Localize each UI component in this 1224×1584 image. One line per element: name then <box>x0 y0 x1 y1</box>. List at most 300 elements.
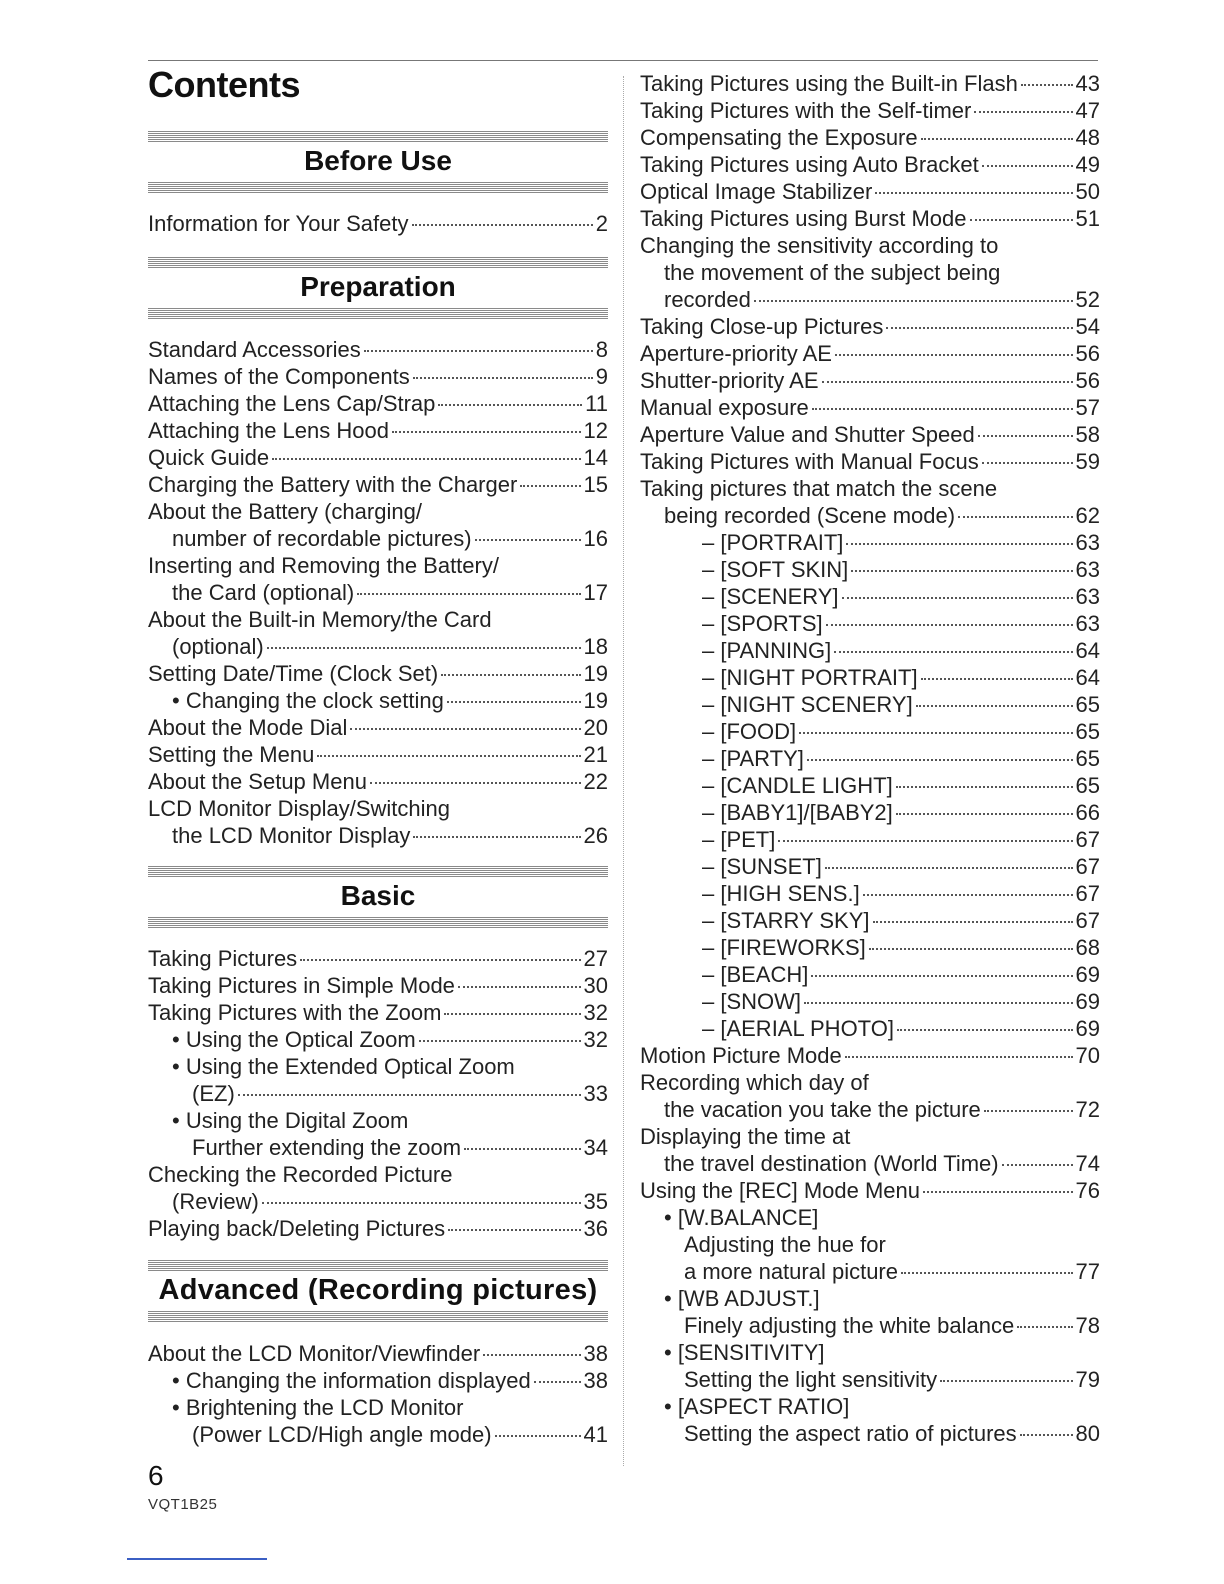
toc-entry-title: Aperture-priority AE <box>640 341 832 366</box>
toc-page-number: 63 <box>1075 530 1100 555</box>
leader-dots <box>350 728 580 730</box>
toc-page-number: 54 <box>1075 314 1100 339</box>
leader-dots <box>448 1229 580 1231</box>
toc-list-advanced <box>148 1340 608 1448</box>
toc-entry-title: the vacation you take the picture <box>664 1097 981 1122</box>
toc-entry-title: Motion Picture Mode <box>640 1043 842 1068</box>
toc-page-number: 12 <box>583 418 608 443</box>
toc-entry[interactable] <box>148 390 608 417</box>
leader-dots <box>392 431 581 433</box>
page-title: Contents <box>148 64 300 105</box>
section-header-advanced <box>148 1260 608 1322</box>
toc-entry[interactable] <box>640 1015 1100 1042</box>
toc-entry-title: Taking Pictures <box>148 946 298 971</box>
toc-entry[interactable] <box>640 1042 1100 1069</box>
toc-entry[interactable] <box>640 637 1100 664</box>
toc-page-number: 15 <box>583 472 608 497</box>
toc-entry-title: Taking Pictures using Auto Bracket <box>640 152 979 177</box>
leader-dots <box>970 219 1073 221</box>
leader-dots <box>940 1380 1072 1382</box>
toc-page-number: 69 <box>1075 1016 1100 1041</box>
toc-page-number: 14 <box>583 445 608 470</box>
section-header-before-use <box>148 131 608 193</box>
toc-entry-title: – [CANDLE LIGHT] <box>702 773 893 798</box>
leader-dots <box>1021 84 1073 86</box>
toc-entry-line[interactable]: Changing the sensitivity according to <box>640 233 999 258</box>
toc-page-number: 62 <box>1075 503 1100 528</box>
toc-entry-line[interactable]: • [SENSITIVITY] <box>664 1340 825 1365</box>
toc-entry[interactable] <box>148 660 608 687</box>
toc-page-number: 49 <box>1075 152 1100 177</box>
leader-dots <box>873 921 1073 923</box>
toc-entry-title: Taking Pictures with the Self-timer <box>640 98 972 123</box>
toc-entry-title: – [AERIAL PHOTO] <box>702 1016 894 1041</box>
toc-entry-title: About the LCD Monitor/Viewfinder <box>148 1341 481 1366</box>
toc-page-number: 20 <box>583 715 608 740</box>
toc-entry[interactable] <box>148 444 608 471</box>
toc-entry-title: About the Mode Dial <box>148 715 348 740</box>
toc-entry[interactable] <box>148 417 608 444</box>
toc-page-number: 74 <box>1075 1151 1100 1176</box>
toc-page-number: 36 <box>583 1216 608 1241</box>
toc-entry-title: – [SNOW] <box>702 989 802 1014</box>
toc-entry[interactable] <box>148 1026 608 1053</box>
toc-entry[interactable] <box>640 178 1100 205</box>
right-column <box>640 70 1100 1447</box>
toc-entry[interactable] <box>148 633 608 660</box>
toc-page-number: 38 <box>583 1368 608 1393</box>
toc-entry[interactable] <box>148 822 608 849</box>
toc-entry[interactable] <box>640 502 1100 529</box>
toc-entry[interactable] <box>148 336 608 363</box>
leader-dots <box>799 732 1072 734</box>
leader-dots <box>916 705 1073 707</box>
toc-page-number: 17 <box>583 580 608 605</box>
toc-entry-title: – [HIGH SENS.] <box>702 881 860 906</box>
column-divider <box>623 76 624 1466</box>
toc-page-number: 47 <box>1075 98 1100 123</box>
toc-page-number: 66 <box>1075 800 1100 825</box>
toc-entry-title: Manual exposure <box>640 395 809 420</box>
toc-page-number: 35 <box>583 1189 608 1214</box>
toc-page-number: 2 <box>595 211 608 236</box>
toc-entry[interactable] <box>640 286 1100 313</box>
hatch-bar <box>148 917 608 928</box>
toc-entry-line[interactable]: Taking pictures that match the scene <box>640 476 998 501</box>
leader-dots <box>441 674 580 676</box>
toc-entry-title: – [BABY1]/[BABY2] <box>702 800 893 825</box>
toc-entry-line[interactable]: • [ASPECT RATIO] <box>664 1394 850 1419</box>
leader-dots <box>364 350 593 352</box>
toc-page-number: 34 <box>583 1135 608 1160</box>
toc-entry-title: Names of the Components <box>148 364 410 389</box>
toc-list-before-use <box>148 210 608 237</box>
toc-entry-title: Taking Pictures using the Built-in Flash <box>640 71 1018 96</box>
toc-entry-title: – [NIGHT PORTRAIT] <box>702 665 918 690</box>
toc-entry[interactable] <box>640 394 1100 421</box>
leader-dots <box>869 948 1073 950</box>
toc-page-number: 72 <box>1075 1097 1100 1122</box>
toc-entry[interactable] <box>640 421 1100 448</box>
hatch-bar <box>148 1311 608 1322</box>
toc-page-number: 50 <box>1075 179 1100 204</box>
toc-entry-line[interactable]: LCD Monitor Display/Switching <box>148 796 450 821</box>
toc-page-number: 48 <box>1075 125 1100 150</box>
toc-entry[interactable] <box>640 529 1100 556</box>
leader-dots <box>896 813 1073 815</box>
toc-page-number: 69 <box>1075 962 1100 987</box>
section-header-basic <box>148 866 608 928</box>
leader-dots <box>475 539 581 541</box>
toc-entry-line[interactable]: Inserting and Removing the Battery/ <box>148 553 499 578</box>
leader-dots <box>896 786 1073 788</box>
toc-page-number: 64 <box>1075 665 1100 690</box>
toc-entry[interactable] <box>148 714 608 741</box>
toc-entry-title: • Changing the clock setting <box>172 688 444 713</box>
toc-entry[interactable] <box>148 1340 608 1367</box>
hatch-bar <box>148 182 608 193</box>
toc-entry-title: (EZ) <box>192 1081 235 1106</box>
toc-page-number: 56 <box>1075 341 1100 366</box>
toc-entry-line[interactable]: • Using the Extended Optical Zoom <box>172 1054 515 1079</box>
hatch-bar <box>148 1260 608 1271</box>
toc-entry-line[interactable]: Recording which day of <box>640 1070 869 1095</box>
leader-dots <box>901 1272 1073 1274</box>
leader-dots <box>958 516 1072 518</box>
toc-page-number: 68 <box>1075 935 1100 960</box>
leader-dots <box>974 111 1072 113</box>
leader-dots <box>357 593 580 595</box>
toc-page-number: 70 <box>1075 1043 1100 1068</box>
toc-page-number: 33 <box>583 1081 608 1106</box>
toc-entry[interactable] <box>148 741 608 768</box>
footer-rule <box>127 1558 267 1560</box>
leader-dots <box>982 462 1073 464</box>
toc-entry-title: Standard Accessories <box>148 337 361 362</box>
toc-entry-title: – [FIREWORKS] <box>702 935 866 960</box>
toc-entry-title: – [PORTRAIT] <box>702 530 844 555</box>
toc-entry-title: Taking Pictures using Burst Mode <box>640 206 967 231</box>
section-title: Advanced (Recording pictures) <box>158 1274 598 1306</box>
toc-entry-title: Information for Your Safety <box>148 211 409 236</box>
leader-dots <box>825 867 1073 869</box>
toc-page-number: 16 <box>583 526 608 551</box>
hatch-bar <box>148 308 608 319</box>
toc-entry-title: About the Setup Menu <box>148 769 367 794</box>
section-title: Basic <box>340 880 416 911</box>
toc-page-number: 11 <box>585 391 608 416</box>
leader-dots <box>464 1148 580 1150</box>
toc-entry[interactable] <box>640 826 1100 853</box>
toc-entry-title: – [PARTY] <box>702 746 804 771</box>
toc-entry-title: Taking Close-up Pictures <box>640 314 884 339</box>
toc-entry[interactable] <box>148 471 608 498</box>
leader-dots <box>458 986 581 988</box>
top-rule <box>148 60 1098 61</box>
toc-entry[interactable] <box>640 367 1100 394</box>
toc-entry-title: recorded <box>664 287 751 312</box>
toc-entry[interactable] <box>148 999 608 1026</box>
toc-entry[interactable] <box>148 1134 608 1161</box>
toc-page-number: 65 <box>1075 692 1100 717</box>
toc-page-number: 69 <box>1075 989 1100 1014</box>
toc-entry[interactable] <box>640 934 1100 961</box>
toc-entry[interactable] <box>640 1366 1100 1393</box>
toc-entry[interactable] <box>148 1367 608 1394</box>
toc-entry-line[interactable]: About the Battery (charging/ <box>148 499 422 524</box>
leader-dots <box>444 1013 580 1015</box>
toc-entry[interactable] <box>148 1080 608 1107</box>
leader-dots <box>835 354 1073 356</box>
toc-entry[interactable] <box>640 313 1100 340</box>
toc-entry-title: Setting the aspect ratio of pictures <box>684 1421 1017 1446</box>
toc-entry-title: the travel destination (World Time) <box>664 1151 999 1176</box>
toc-entry[interactable] <box>148 972 608 999</box>
toc-page-number: 76 <box>1075 1178 1100 1203</box>
toc-entry-title: Attaching the Lens Cap/Strap <box>148 391 436 416</box>
toc-entry-title: Further extending the zoom <box>192 1135 462 1160</box>
toc-entry-line[interactable]: Adjusting the hue for <box>684 1232 886 1257</box>
leader-dots <box>842 597 1073 599</box>
toc-page-number: 30 <box>583 973 608 998</box>
toc-page-number: 26 <box>583 823 608 848</box>
toc-entry-line[interactable]: • Using the Digital Zoom <box>172 1108 409 1133</box>
leader-dots <box>812 408 1073 410</box>
toc-entry[interactable] <box>640 1258 1100 1285</box>
toc-entry[interactable] <box>148 687 608 714</box>
toc-entry-title: the Card (optional) <box>172 580 355 605</box>
toc-entry-title: – [PANNING] <box>702 638 832 663</box>
toc-entry-title: Attaching the Lens Hood <box>148 418 389 443</box>
toc-entry[interactable] <box>640 880 1100 907</box>
toc-entry-title: (optional) <box>172 634 264 659</box>
leader-dots <box>978 435 1073 437</box>
toc-page-number: 56 <box>1075 368 1100 393</box>
toc-page-number: 65 <box>1075 773 1100 798</box>
toc-entry[interactable] <box>640 1420 1100 1447</box>
toc-entry-title: (Review) <box>172 1189 259 1214</box>
toc-page-number: 52 <box>1075 287 1100 312</box>
leader-dots <box>413 836 580 838</box>
leader-dots <box>534 1381 581 1383</box>
toc-entry[interactable] <box>640 610 1100 637</box>
leader-dots <box>845 1056 1073 1058</box>
hatch-bar <box>148 866 608 877</box>
toc-page-number: 63 <box>1075 611 1100 636</box>
toc-entry-line[interactable]: • [WB ADJUST.] <box>664 1286 820 1311</box>
leader-dots <box>483 1354 580 1356</box>
toc-entry[interactable] <box>640 124 1100 151</box>
toc-page-number: 32 <box>583 1027 608 1052</box>
toc-entry[interactable] <box>148 768 608 795</box>
toc-entry[interactable] <box>640 97 1100 124</box>
toc-page-number: 18 <box>583 634 608 659</box>
toc-entry-title: • Changing the information displayed <box>172 1368 531 1393</box>
toc-page-number: 67 <box>1075 854 1100 879</box>
leader-dots <box>272 458 580 460</box>
toc-page-number: 79 <box>1075 1367 1100 1392</box>
leader-dots <box>438 404 582 406</box>
toc-entry[interactable] <box>148 363 608 390</box>
toc-page-number: 78 <box>1075 1313 1100 1338</box>
leader-dots <box>982 165 1073 167</box>
leader-dots <box>778 840 1072 842</box>
toc-entry-title: • Using the Optical Zoom <box>172 1027 416 1052</box>
toc-page-number: 38 <box>583 1341 608 1366</box>
toc-entry[interactable] <box>640 556 1100 583</box>
toc-entry[interactable] <box>640 718 1100 745</box>
section-title: Before Use <box>304 145 452 176</box>
toc-entry[interactable] <box>640 961 1100 988</box>
toc-entry-title: Setting the Menu <box>148 742 315 767</box>
toc-entry-title: – [FOOD] <box>702 719 797 744</box>
toc-entry-title: – [SUNSET] <box>702 854 822 879</box>
leader-dots <box>370 782 581 784</box>
toc-entry-line[interactable]: About the Built-in Memory/the Card <box>148 607 492 632</box>
toc-entry[interactable] <box>148 1215 608 1242</box>
toc-entry-title: the LCD Monitor Display <box>172 823 411 848</box>
toc-page-number: 67 <box>1075 881 1100 906</box>
leader-dots <box>262 1202 581 1204</box>
leader-dots <box>984 1110 1073 1112</box>
toc-page-number: 51 <box>1075 206 1100 231</box>
toc-entry[interactable] <box>640 205 1100 232</box>
toc-page-number: 9 <box>595 364 608 389</box>
toc-entry[interactable] <box>640 853 1100 880</box>
leader-dots <box>495 1435 581 1437</box>
toc-entry[interactable] <box>148 579 608 606</box>
toc-entry-title: – [BEACH] <box>702 962 809 987</box>
toc-entry[interactable] <box>148 945 608 972</box>
toc-page-number: 65 <box>1075 746 1100 771</box>
toc-entry-title: – [PET] <box>702 827 776 852</box>
toc-entry-title: – [STARRY SKY] <box>702 908 870 933</box>
leader-dots <box>804 1002 1073 1004</box>
toc-entry[interactable] <box>640 1312 1100 1339</box>
toc-entry-title: Using the [REC] Mode Menu <box>640 1178 921 1203</box>
toc-entry[interactable] <box>640 799 1100 826</box>
toc-entry-line[interactable]: • Brightening the LCD Monitor <box>172 1395 464 1420</box>
toc-entry-title: Shutter-priority AE <box>640 368 819 393</box>
leader-dots <box>851 570 1072 572</box>
toc-page-number: 67 <box>1075 908 1100 933</box>
leader-dots <box>886 327 1072 329</box>
leader-dots <box>811 975 1072 977</box>
toc-entry[interactable] <box>640 1150 1100 1177</box>
toc-entry[interactable] <box>640 772 1100 799</box>
toc-entry[interactable] <box>640 1096 1100 1123</box>
toc-entry[interactable] <box>148 1421 608 1448</box>
toc-entry[interactable] <box>640 340 1100 367</box>
leader-dots <box>875 192 1072 194</box>
toc-page-number: 67 <box>1075 827 1100 852</box>
toc-entry-title: being recorded (Scene mode) <box>664 503 956 528</box>
toc-page-number: 58 <box>1075 422 1100 447</box>
toc-entry[interactable] <box>148 1188 608 1215</box>
leader-dots <box>834 651 1072 653</box>
toc-entry-title: a more natural picture <box>684 1259 898 1284</box>
leader-dots <box>238 1094 581 1096</box>
toc-entry[interactable] <box>640 1177 1100 1204</box>
toc-entry-title: – [NIGHT SCENERY] <box>702 692 913 717</box>
section-header-preparation <box>148 257 608 319</box>
leader-dots <box>412 224 593 226</box>
toc-page-number: 77 <box>1075 1259 1100 1284</box>
toc-entry[interactable] <box>148 210 608 237</box>
toc-entry-line[interactable]: • [W.BALANCE] <box>664 1205 819 1230</box>
leader-dots <box>300 959 580 961</box>
leader-dots <box>826 624 1073 626</box>
toc-entry-title: – [SPORTS] <box>702 611 823 636</box>
toc-entry[interactable] <box>148 525 608 552</box>
toc-page-number: 65 <box>1075 719 1100 744</box>
hatch-bar <box>148 131 608 142</box>
leader-dots <box>863 894 1073 896</box>
toc-page-number: 32 <box>583 1000 608 1025</box>
toc-entry-title: Setting the light sensitivity <box>684 1367 938 1392</box>
toc-page-number: 59 <box>1075 449 1100 474</box>
toc-entry-title: Taking Pictures with the Zoom <box>148 1000 442 1025</box>
toc-entry[interactable] <box>640 745 1100 772</box>
toc-page-number: 22 <box>583 769 608 794</box>
leader-dots <box>897 1029 1073 1031</box>
toc-entry-title: Compensating the Exposure <box>640 125 918 150</box>
toc-entry-title: – [SCENERY] <box>702 584 839 609</box>
leader-dots <box>1017 1326 1072 1328</box>
toc-entry[interactable] <box>640 583 1100 610</box>
leader-dots <box>754 300 1073 302</box>
leader-dots <box>921 138 1073 140</box>
document-code: VQT1B25 <box>148 1496 218 1513</box>
toc-entry[interactable] <box>640 70 1100 97</box>
toc-page-number: 27 <box>583 946 608 971</box>
leader-dots <box>822 381 1073 383</box>
leader-dots <box>807 759 1073 761</box>
toc-page-number: 41 <box>583 1422 608 1447</box>
toc-entry-title: Aperture Value and Shutter Speed <box>640 422 975 447</box>
leader-dots <box>1020 1434 1073 1436</box>
leader-dots <box>923 1191 1072 1193</box>
toc-entry[interactable] <box>640 664 1100 691</box>
toc-entry-title: Charging the Battery with the Charger <box>148 472 518 497</box>
toc-entry-title: Taking Pictures in Simple Mode <box>148 973 455 998</box>
toc-list-basic <box>148 945 608 1242</box>
toc-entry-title: Optical Image Stabilizer <box>640 179 873 204</box>
leader-dots <box>520 485 580 487</box>
toc-entry[interactable] <box>640 907 1100 934</box>
toc-page-number: 63 <box>1075 557 1100 582</box>
toc-entry[interactable] <box>640 151 1100 178</box>
page-number: 6 <box>148 1460 164 1491</box>
toc-page-number: 19 <box>583 661 608 686</box>
toc-page-number: 43 <box>1075 71 1100 96</box>
toc-list-preparation <box>148 336 608 849</box>
toc-entry-title: Quick Guide <box>148 445 270 470</box>
section-title: Preparation <box>300 271 456 302</box>
toc-page-number: 21 <box>583 742 608 767</box>
toc-page-number: 57 <box>1075 395 1100 420</box>
toc-entry-line[interactable]: Checking the Recorded Picture <box>148 1162 453 1187</box>
toc-page-number: 80 <box>1075 1421 1100 1446</box>
toc-entry[interactable] <box>640 988 1100 1015</box>
leader-dots <box>846 543 1072 545</box>
toc-entry-line[interactable]: the movement of the subject being <box>664 260 1001 285</box>
toc-entry-line[interactable]: Displaying the time at <box>640 1124 851 1149</box>
toc-entry[interactable] <box>640 448 1100 475</box>
toc-entry-title: Finely adjusting the white balance <box>684 1313 1015 1338</box>
toc-entry-title: (Power LCD/High angle mode) <box>192 1422 492 1447</box>
toc-entry[interactable] <box>640 691 1100 718</box>
